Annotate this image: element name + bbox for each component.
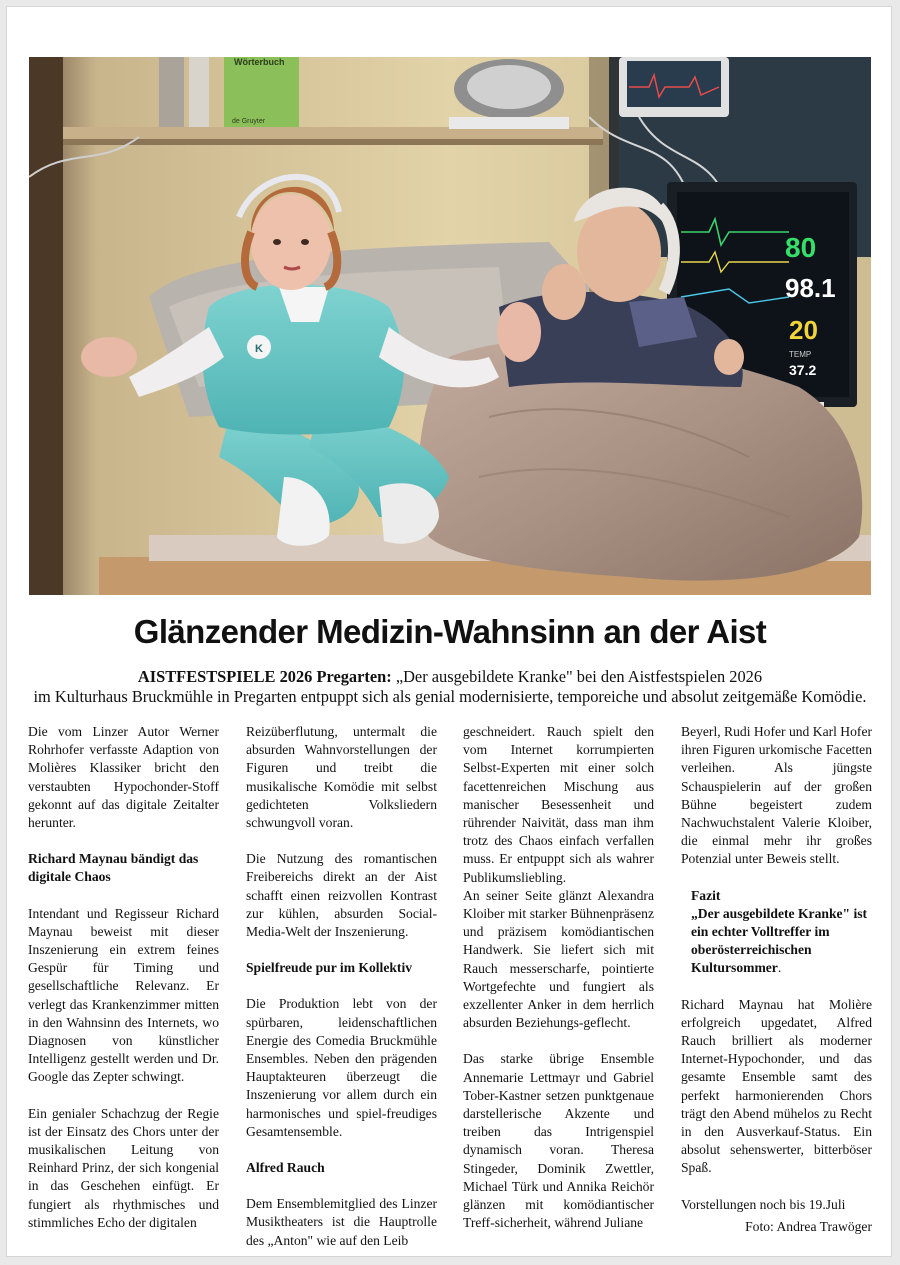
fazit-text: „Der ausgebildete Kranke" ist ein echter Volltreffer im oberösterreichischen Kultursommer <box>691 905 868 976</box>
col4-paragraph-2: Richard Maynau hat Molière erfolgreich upgedatet, Alfred Rauch brilliert als moderner Internet-Hypochonder, und das gesamte Ensemble samt des perfekt harmonierenden Chors trägt den Abend mühelos zu Recht in den Ausverkauf-Status. Ein absolut sehenswerter, bitterböser Spaß. <box>681 996 872 1176</box>
col2-subheading-2: Alfred Rauch <box>246 1160 325 1176</box>
monitor-temp: 37.2 <box>789 362 817 378</box>
monitor-temp-label: TEMP <box>789 350 812 359</box>
column-2 <box>246 723 437 1250</box>
fazit-period: . <box>777 960 782 976</box>
lead-line1: „Der ausgebildete Kranke" bei den Aistfestspielen 2026 <box>395 667 763 686</box>
newspaper-page <box>6 6 892 1257</box>
col4-paragraph-3: Vorstellungen noch bis 19.Juli <box>681 1196 846 1212</box>
col2-paragraph-4: Dem Ensemblemitglied des Linzer Musiktheaters ist die Hauptrolle des „Anton" wie auf den Leib <box>246 1196 437 1248</box>
book-title: Wörterbuch <box>234 57 285 67</box>
col3-paragraph-1: geschneidert. Rauch spielt den vom Internet korrumpierten Selbst-Experten mit einer solch facettenreichen Mischung aus manischer Besessenheit und rührender Naivität, dass man ihm trotz des Chaos einfach verfallen muss. Er entpuppt sich als wahrer Publikumsliebling. <box>463 724 654 885</box>
photo-credit: Foto: Andrea Trawöger <box>745 1218 872 1234</box>
lead-line2: im Kulturhaus Bruckmühle in Pregarten entpuppt sich als genial modernisierte, temporeiche und absolut zeitgemäße Komödie. <box>33 687 867 706</box>
monitor-hr: 80 <box>785 232 817 263</box>
col3-paragraph-3: Das starke übrige Ensemble Annemarie Lettmayr und Gabriel Tober-Kastner setzen punktgenaue darstellerische Akzente und treiben das Intrigenspiel dynamisch voran. Theresa Stingeder, Dominik Zwettler, Michael Türk und Annika Reichör glänzen mit komödiantischer Treff-sicherheit, während Juliane <box>463 1051 654 1231</box>
column-4 <box>681 723 872 1236</box>
monitor-spo2: 98.1 <box>785 273 836 303</box>
col2-paragraph-3: Die Produktion lebt von der spürbaren, leidenschaftlichen Energie des Comedia Bruckmühle Ensembles. Neben den prägenden Hauptakteuren überzeugt die Inszenierung vor allem durch ein harmonisches und spiel-freudiges Gesamtensemble. <box>246 996 437 1139</box>
col1-subheading: Richard Maynau bändigt das digitale Chaos <box>28 851 199 885</box>
scrub-badge: K <box>255 343 263 355</box>
col4-paragraph-1: Beyerl, Rudi Hofer und Karl Hofer ihren Figuren urkomische Facetten verleihen. Als jüngste Schauspielerin auf der großen Bühne begeistert zudem Nachwuchstalent Valerie Kloiber, die einmal mehr ihr großes Potenzial unter Beweis stellt. <box>681 724 873 867</box>
col1-paragraph-3: Ein genialer Schachzug der Regie ist der Einsatz des Chors unter der musikalischen Leitung von Reinhard Prinz, der sich kongenial in das Geschehen einfügt. Er fungiert als rhythmisches und stimmliches Echo der digitalen <box>28 1105 219 1230</box>
fazit-label: Fazit <box>691 887 721 903</box>
column-3 <box>463 723 654 1232</box>
lead-paragraph <box>17 667 883 707</box>
col2-paragraph-2: Die Nutzung des romantischen Freibereichs direkt an der Aist schafft einen reizvollen Kontrast zur kühlen, absurden Social-Media-Welt der Inszenierung. <box>246 851 437 940</box>
headline: Glänzender Medizin-Wahnsinn an der Aist <box>133 613 767 650</box>
col1-paragraph-2: Intendant und Regisseur Richard Maynau beweist mit dieser Inszenierung ein extrem feines Gespür für Timing und gesellschaftliche Relevanz. Er verlegt das Krankenzimmer mitten in den Wahnsinn des Internets, wo Diagnosen von künstlicher Intelligenz gestellt werden und Dr. Google das Zepter schwingt. <box>28 905 219 1085</box>
col3-paragraph-2: An seiner Seite glänzt Alexandra Kloiber mit starker Bühnenpräsenz und präzisem komödiantischen Handwerk. Sie liefert sich mit Rauch messerscharfe, pointierte Wortgefechte und fungiert als exzellenter Anker in dem herrlich absurden Beziehungs-geflecht. <box>463 887 654 1031</box>
col1-paragraph-1: Die vom Linzer Autor Werner Rohrhofer verfasste Adaption von Molières Klassiker bricht den verstaubten Hypochonder-Stoff gekonnt auf das digitale Zeitalter herunter. <box>28 724 219 831</box>
fazit-box <box>691 887 872 978</box>
monitor-resp: 20 <box>789 315 818 345</box>
article-photo <box>29 57 871 595</box>
book-publisher: de Gruyter <box>232 118 266 125</box>
lead-kicker: AISTFESTSPIELE 2026 Pregarten: <box>137 667 392 686</box>
column-1 <box>28 723 219 1232</box>
col2-paragraph-1: Reizüberflutung, untermalt die absurden Wahnvorstellungen der Figuren und treibt die musikalische Komödie mit selbst gedichteten Volksliedern schwungvoll voran. <box>246 724 437 831</box>
col2-subheading-1: Spielfreude pur im Kollektiv <box>246 960 413 976</box>
